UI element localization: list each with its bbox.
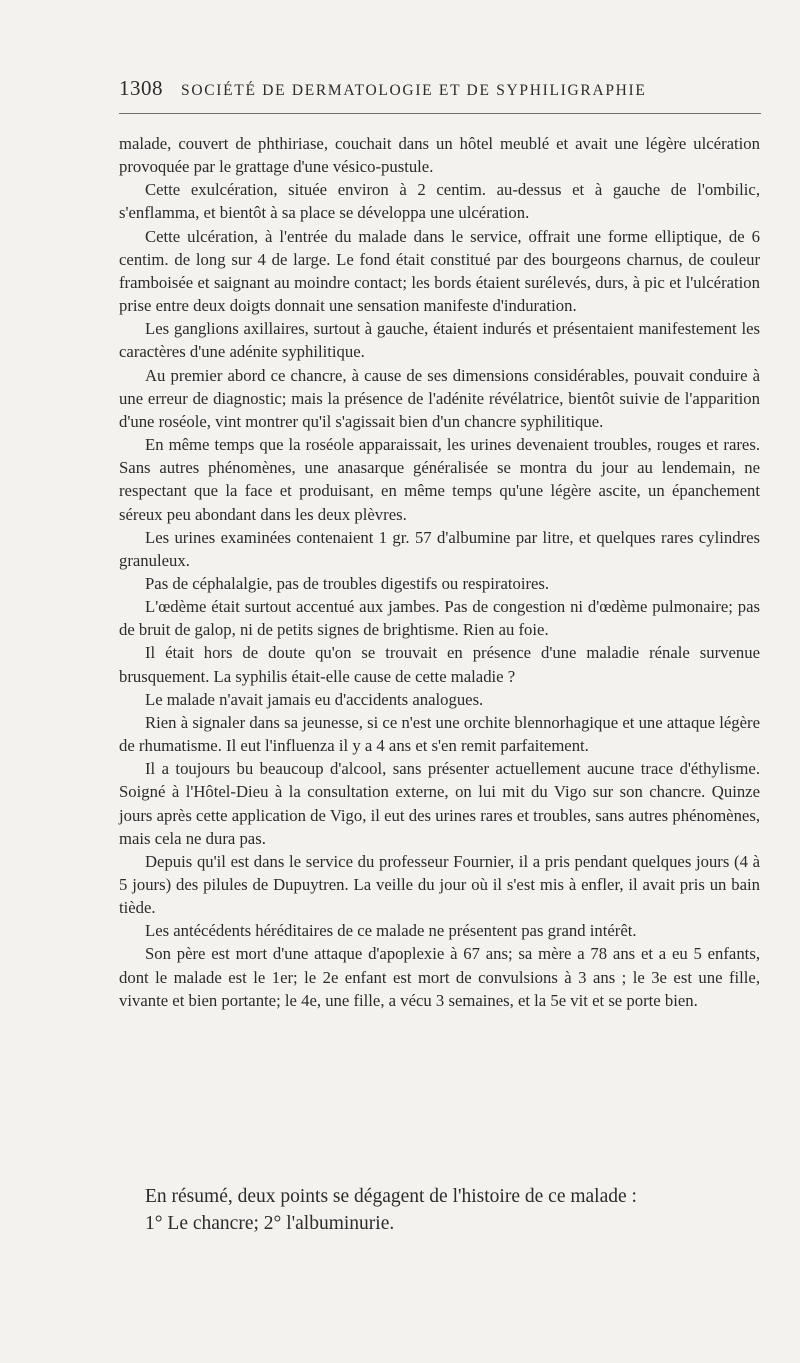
paragraph: malade, couvert de phthiriase, couchait dans un hôtel meublé et avait une légère ulcération provoquée par le grattage d'une vésico-pustule. [119,134,760,177]
paragraph: Depuis qu'il est dans le service du professeur Fournier, il a pris pendant quelques jours (4 à 5 jours) des pilules de Dupuytren. La veille du jour où il s'est mis à enfler, il avait pris un bain tiède. [119,851,760,918]
running-head: SOCIÉTÉ DE DERMATOLOGIE ET DE SYPHILIGRAPHIE [181,82,647,99]
paragraph: Pas de céphalalgie, pas de troubles digestifs ou respiratoires. [145,573,550,593]
paragraph: Il était hors de doute qu'on se trouvait en présence d'une maladie rénale survenue brusquement. La syphilis était-elle cause de cette maladie ? [119,643,760,686]
page-number: 1308 [119,76,163,100]
paragraph: Au premier abord ce chancre, à cause de ses dimensions considérables, pouvait conduire à une erreur de diagnostic; mais la présence de l'adénite révélatrice, bientôt suivie de l'apparition d'une roséole, vint montrer qu'il s'agissait bien d'un chancre syphilitique. [119,365,760,431]
paragraph: En même temps que la roséole apparaissait, les urines devenaient troubles, rouges et rares. Sans autres phénomènes, une anasarque généralisée se montra du jour au lendemain, ne respectant que la face et produisant, en même temps qu'une légère ascite, un épanchement séreux peu abondant dans les deux plèvres. [119,435,760,524]
paragraph: Il a toujours bu beaucoup d'alcool, sans présenter actuellement aucune trace d'éthylisme. Soigné à l'Hôtel-Dieu à la consultation externe, on lui mit du Vigo sur son chancre. Quinze jours après cette application de Vigo, il eut des urines rares et troubles, sans autres phénomènes, mais cela ne dura pas. [119,759,760,848]
paragraph: Cette exulcération, située environ à 2 centim. au-dessus et à gauche de l'ombilic, s'enflamma, et bientôt à sa place se développa une ulcération. [119,180,760,223]
summary-line: En résumé, deux points se dégagent de l'histoire de ce malade : [145,1186,637,1207]
page-header [119,76,759,101]
paragraph: L'œdème était surtout accentué aux jambes. Pas de congestion ni d'œdème pulmonaire; pas de bruit de galop, ni de petits signes de brightisme. Rien au foie. [119,597,760,640]
paragraph: Le malade n'avait jamais eu d'accidents analogues. [145,689,484,709]
paragraph: Cette ulcération, à l'entrée du malade dans le service, offrait une forme elliptique, de 6 centim. de long sur 4 de large. Le fond était constitué par des bourgeons charnus, de couleur framboisée et saignant au moindre contact; les bords étaient surélevés, durs, à pic et l'ulcération prise entre deux doigts donnait une sensation manifeste d'induration. [119,226,760,316]
body-text [119,132,760,1012]
summary-line: 1° Le chancre; 2° l'albuminurie. [145,1213,395,1234]
paragraph: Les urines examinées contenaient 1 gr. 57 d'albumine par litre, et quelques rares cylindres granuleux. [119,527,760,570]
paragraph: Rien à signaler dans sa jeunesse, si ce n'est une orchite blennorhagique et une attaque légère de rhumatisme. Il eut l'influenza il y a 4 ans et s'en remit parfaitement. [119,712,760,756]
header-rule [119,113,761,114]
paragraph: Les antécédents héréditaires de ce malade ne présentent pas grand intérêt. [145,921,637,941]
paragraph: Son père est mort d'une attaque d'apoplexie à 67 ans; sa mère a 78 ans et a eu 5 enfants, dont le malade est le 1er; le 2e enfant est mort de convulsions à 3 ans ; le 3e est une fille, vivante et bien portante; le 4e, une fille, a vécu 3 semaines, et la 5e vit et se porte bien. [119,944,760,1010]
paragraph: Les ganglions axillaires, surtout à gauche, étaient indurés et présentaient manifestement les caractères d'une adénite syphilitique. [119,319,760,362]
summary [119,1183,760,1237]
